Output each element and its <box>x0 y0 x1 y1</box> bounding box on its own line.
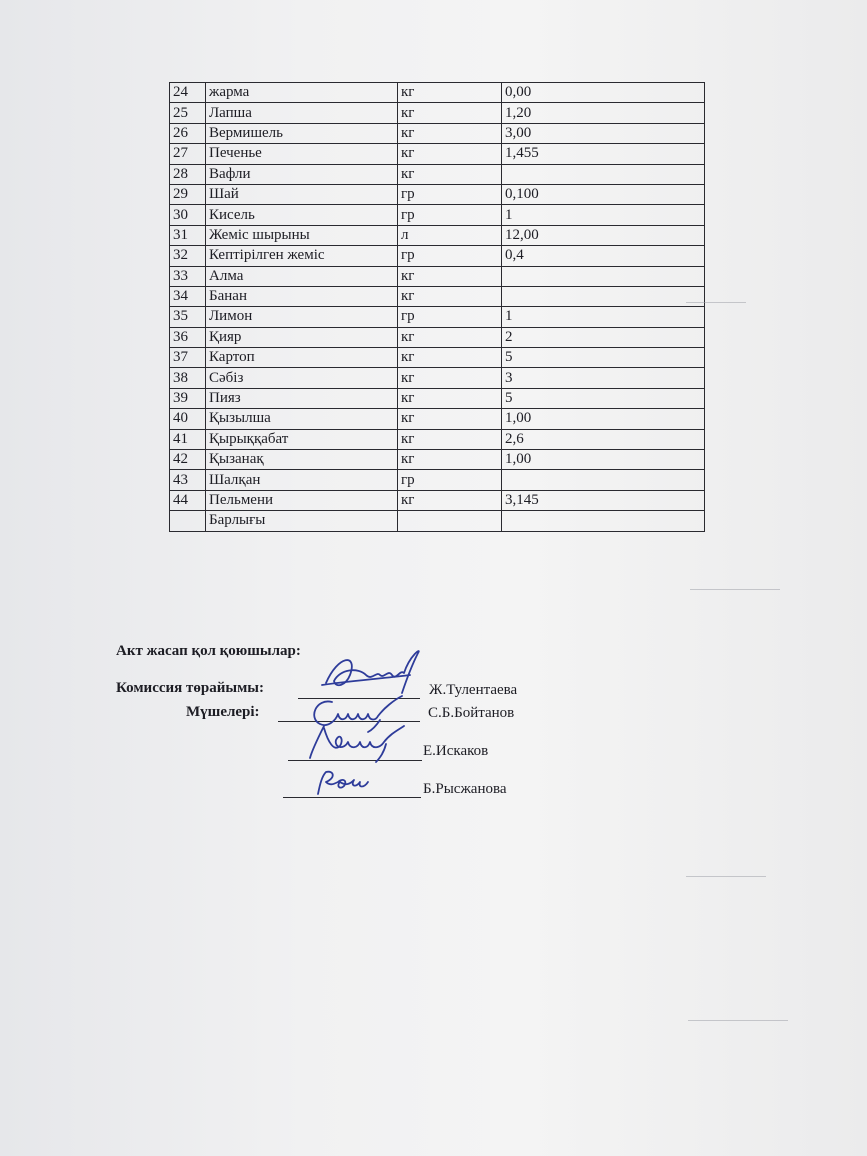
row-number-cell: 37 <box>170 348 206 368</box>
signer-name-4: Б.Рысжанова <box>423 781 507 797</box>
quantity-cell: 1,455 <box>502 144 705 164</box>
row-number-cell: 39 <box>170 388 206 408</box>
table-row <box>170 409 705 429</box>
quantity-cell: 3,00 <box>502 123 705 143</box>
quantity-cell: 3,145 <box>502 490 705 510</box>
members-label: Мүшелері: <box>186 704 260 720</box>
unit-cell: кг <box>398 368 502 388</box>
quantity-cell: 1,00 <box>502 450 705 470</box>
row-number-cell: 33 <box>170 266 206 286</box>
table-row <box>170 184 705 204</box>
product-name-cell: Печенье <box>206 144 398 164</box>
signer-name-2: С.Б.Бойтанов <box>428 705 515 721</box>
total-unit-cell <box>398 511 502 531</box>
table-row <box>170 103 705 123</box>
total-row <box>170 511 705 531</box>
table-row <box>170 83 705 103</box>
quantity-cell: 0,100 <box>502 184 705 204</box>
product-name-cell: Лимон <box>206 307 398 327</box>
quantity-cell: 1 <box>502 307 705 327</box>
product-name-cell: Қызылша <box>206 409 398 429</box>
product-name-cell: Банан <box>206 286 398 306</box>
product-name-cell: Қияр <box>206 327 398 347</box>
quantity-cell: 1,00 <box>502 409 705 429</box>
product-name-cell: Кисель <box>206 205 398 225</box>
row-number-cell: 40 <box>170 409 206 429</box>
products-table <box>169 82 705 532</box>
quantity-cell <box>502 470 705 490</box>
unit-cell: кг <box>398 348 502 368</box>
signature-4-icon <box>312 768 382 798</box>
table-row <box>170 164 705 184</box>
product-name-cell: Вафли <box>206 164 398 184</box>
table-row <box>170 470 705 490</box>
table-row <box>170 307 705 327</box>
unit-cell: кг <box>398 429 502 449</box>
row-number-cell: 31 <box>170 225 206 245</box>
total-qty-cell <box>502 511 705 531</box>
row-number-cell: 36 <box>170 327 206 347</box>
table-row <box>170 205 705 225</box>
signer-name-3: Е.Искаков <box>423 743 489 759</box>
unit-cell: гр <box>398 307 502 327</box>
table-row <box>170 450 705 470</box>
quantity-cell: 2,6 <box>502 429 705 449</box>
row-number-cell: 35 <box>170 307 206 327</box>
row-number-cell: 24 <box>170 83 206 103</box>
row-number-cell: 43 <box>170 470 206 490</box>
quantity-cell: 5 <box>502 388 705 408</box>
product-name-cell: Шалқан <box>206 470 398 490</box>
row-number-cell: 38 <box>170 368 206 388</box>
total-label: Барлығы <box>206 511 398 531</box>
table-row <box>170 348 705 368</box>
product-name-cell: Пияз <box>206 388 398 408</box>
table-row <box>170 144 705 164</box>
table-row <box>170 286 705 306</box>
row-number-cell: 34 <box>170 286 206 306</box>
table-row <box>170 388 705 408</box>
scan-mark <box>686 302 746 303</box>
table-row <box>170 429 705 449</box>
quantity-cell <box>502 266 705 286</box>
table-row <box>170 266 705 286</box>
product-name-cell: Қызанақ <box>206 450 398 470</box>
signer-name-1: Ж.Тулентаева <box>429 682 518 698</box>
quantity-cell: 3 <box>502 368 705 388</box>
unit-cell: гр <box>398 246 502 266</box>
product-name-cell: Картоп <box>206 348 398 368</box>
quantity-cell: 0,00 <box>502 83 705 103</box>
product-name-cell: Жеміс шырыны <box>206 225 398 245</box>
unit-cell: кг <box>398 286 502 306</box>
table-row <box>170 490 705 510</box>
row-number-cell: 44 <box>170 490 206 510</box>
table-row <box>170 123 705 143</box>
chair-label: Комиссия төрайымы: <box>116 680 265 696</box>
row-number-cell: 30 <box>170 205 206 225</box>
quantity-cell: 1 <box>502 205 705 225</box>
quantity-cell: 12,00 <box>502 225 705 245</box>
unit-cell: кг <box>398 450 502 470</box>
row-number-cell: 26 <box>170 123 206 143</box>
table-row <box>170 368 705 388</box>
unit-cell: кг <box>398 164 502 184</box>
quantity-cell: 0,4 <box>502 246 705 266</box>
unit-cell: кг <box>398 490 502 510</box>
product-name-cell: Лапша <box>206 103 398 123</box>
row-number-cell: 29 <box>170 184 206 204</box>
product-name-cell: жарма <box>206 83 398 103</box>
product-name-cell: Кептірілген жеміс <box>206 246 398 266</box>
table-row <box>170 327 705 347</box>
quantity-cell: 2 <box>502 327 705 347</box>
scan-mark <box>686 876 766 877</box>
unit-cell: кг <box>398 103 502 123</box>
table-row <box>170 246 705 266</box>
row-number-cell: 32 <box>170 246 206 266</box>
row-number-cell: 41 <box>170 429 206 449</box>
quantity-cell <box>502 286 705 306</box>
signers-heading: Акт жасап қол қоюшылар: <box>116 643 301 659</box>
unit-cell: кг <box>398 327 502 347</box>
unit-cell: гр <box>398 470 502 490</box>
unit-cell: кг <box>398 388 502 408</box>
product-name-cell: Вермишель <box>206 123 398 143</box>
row-number-cell: 25 <box>170 103 206 123</box>
unit-cell: кг <box>398 123 502 143</box>
product-name-cell: Қырыққабат <box>206 429 398 449</box>
scan-mark <box>688 1020 788 1021</box>
quantity-cell: 5 <box>502 348 705 368</box>
product-name-cell: Пельмени <box>206 490 398 510</box>
quantity-cell <box>502 164 705 184</box>
unit-cell: кг <box>398 144 502 164</box>
unit-cell: кг <box>398 266 502 286</box>
unit-cell: л <box>398 225 502 245</box>
unit-cell: гр <box>398 205 502 225</box>
product-name-cell: Сәбіз <box>206 368 398 388</box>
product-name-cell: Алма <box>206 266 398 286</box>
unit-cell: кг <box>398 409 502 429</box>
unit-cell: кг <box>398 83 502 103</box>
row-number-cell: 28 <box>170 164 206 184</box>
table-row <box>170 225 705 245</box>
scan-mark <box>690 589 780 590</box>
row-number-cell: 27 <box>170 144 206 164</box>
signature-3-icon <box>300 716 420 766</box>
product-name-cell: Шай <box>206 184 398 204</box>
total-num-cell <box>170 511 206 531</box>
row-number-cell: 42 <box>170 450 206 470</box>
quantity-cell: 1,20 <box>502 103 705 123</box>
unit-cell: гр <box>398 184 502 204</box>
